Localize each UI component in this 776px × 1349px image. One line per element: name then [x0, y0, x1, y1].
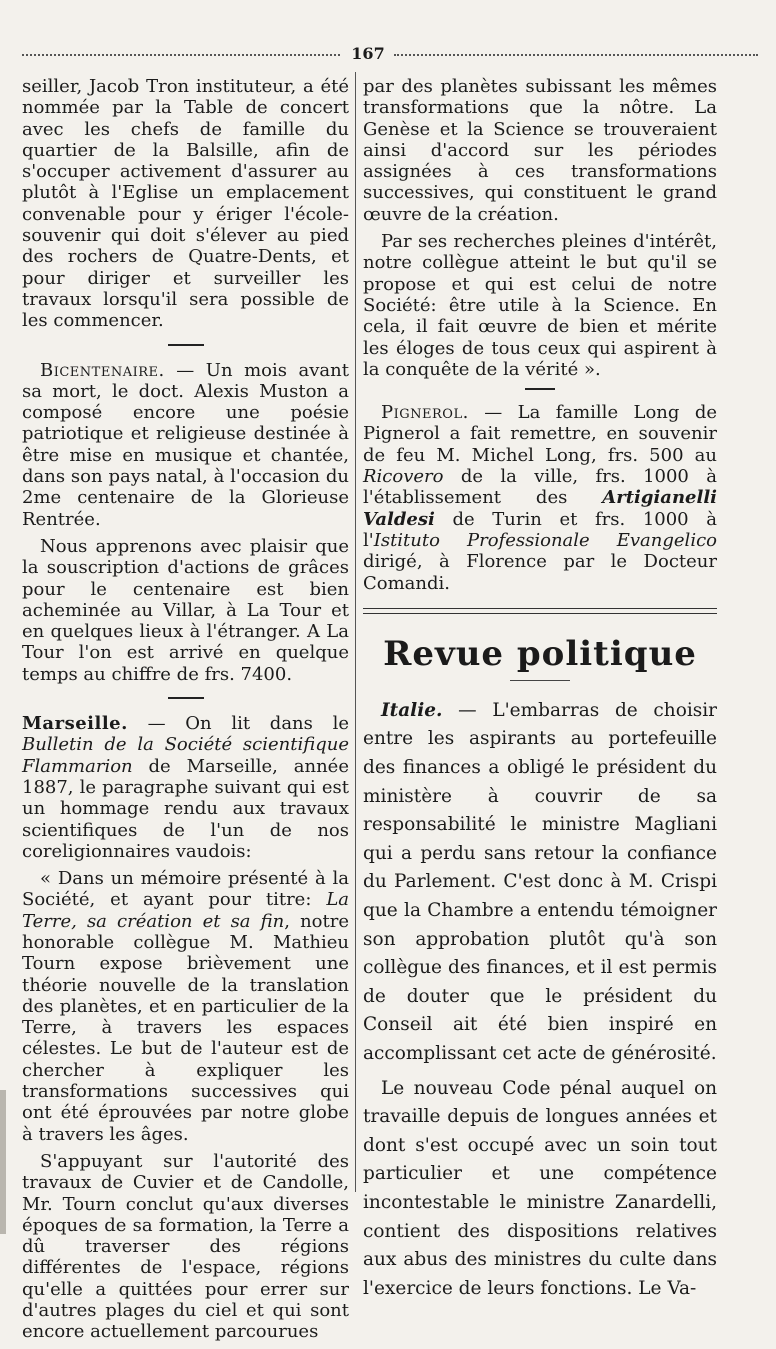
paragraph-balsille: seiller, Jacob Tron instituteur, a été nommée par la Table de concert avec les chefs de famille du quartier de la Balsille, afin de s'occuper activement d'assurer au plutôt à l'Eglise un emplacement convenable pour y ériger l'école-souvenir qui doit s'élever au pied des rochers de Quatre-Dents, et pour diriger et surveiller les travaux lorsqu'il sera possible de les commencer.: [22, 76, 349, 332]
bulletin-title: Bulletin de la Société scientifique Flammarion: [22, 734, 349, 777]
paragraph-marseille: [22, 713, 349, 862]
istituto: Istituto Professionale Evangelico: [373, 529, 717, 551]
paragraph-appuyant: S'appuyant sur l'autorité des travaux de Cuvier et de Candolle, Mr. Tourn conclut qu'aux diverses époques de sa formation, la Terre a dû traverser des régions différentes de l'espace, régions qu'elle a quittées pour errer sur d'autres plages du ciel et qui sont encore actuellement parcourues: [22, 1150, 349, 1343]
paragraph-quote: [22, 868, 349, 1145]
header-rule-left: [22, 54, 340, 56]
paragraph-code-penal: Le nouveau Code pénal auquel on travaille depuis de longues années et dont s'est occupé avec un soin tout particulier et une compétence incontestable le ministre Zanardelli, contient des dispositions relatives aux abus des ministres du culte dans l'exercice de leurs fonctions. Le Va-: [363, 1077, 717, 1299]
paragraph-planetes: par des planètes subissant les mêmes transformations que la nôtre. La Genèse et la Science se trouveraient ainsi d'accord sur les périodes assignées à ces transformations successives, qui constituent le grand œuvre de la création.: [363, 76, 717, 225]
text-italie: — L'embarras de choisir entre les aspirants au portefeuille des finances a obligé le président du ministère à couvrir de sa responsabilité le ministre Magliani qui a perdu sans retour la confiance du Parlement. C'est donc à M. Crispi que la Chambre a entendu témoigner son approbation plutôt qu'à son collègue des finances, et il est permis de douter que le président du Conseil ait été bien inspiré en accomplissant cet acte de générosité.: [363, 699, 717, 1064]
text-pignerol-c: de Turin et frs. 1000 à l': [363, 508, 717, 551]
heading-pignerol: Pignerol.: [381, 402, 469, 424]
paragraph-bicentenaire: [22, 360, 349, 530]
paragraph-recherches: Par ses recherches pleines d'intérêt, notre collègue atteint le but qu'il se propose et qui est celui de notre Société: être utile à la Science. En cela, il fait œuvre de bien et mérite les éloges de tous ceux qui aspirent à la conquête de la vérité ».: [363, 231, 717, 380]
separator: [525, 388, 555, 390]
memoire-title: La Terre, sa création et sa fin: [22, 889, 349, 932]
ricovero: Ricovero: [363, 466, 444, 488]
separator: [168, 697, 204, 699]
right-column: [363, 76, 717, 1309]
separator: [168, 344, 204, 346]
politique-body: [363, 697, 717, 1303]
page-number: 167: [351, 44, 385, 63]
text-marseille-a: — On lit dans le: [127, 713, 349, 735]
paragraph-italie: [363, 697, 717, 1069]
paragraph-pignerol: [363, 402, 717, 594]
heading-bicentenaire: Bicentenaire.: [40, 359, 165, 381]
left-column: [22, 76, 349, 1349]
heading-italie: Italie.: [381, 699, 443, 721]
text-pignerol-b: de la ville, frs. 1000 à l'établissement des: [363, 466, 717, 509]
text-pignerol-d: dirigé, à Florence par le Docteur Comandi.: [363, 551, 717, 594]
section-title: Revue politique: [383, 633, 697, 674]
page-header: [22, 44, 758, 62]
text-quote-b: , notre honorable collègue M. Mathieu Tourn expose brièvement une théorie nouvelle de la translation des planètes, et en particulier de la Terre, à travers les espaces célestes. Le but de l'auteur est de chercher à expliquer les transformations successives qui ont été éprouvées par notre globe à travers les âges.: [22, 910, 349, 1145]
title-rule: [510, 680, 570, 681]
text-bicentenaire: — Un mois avant sa mort, le doct. Alexis Muston a composé encore une poésie patriotique et religieuse destinée à être mise en musique et chantée, dans son pays natal, à l'occasion du 2me centenaire de la Glorieuse Rentrée.: [22, 359, 349, 530]
heading-marseille: Marseille.: [22, 713, 128, 735]
text-pignerol-a: — La famille Long de Pignerol a fait remettre, en souvenir de feu M. Michel Long, frs. 500 au: [363, 402, 717, 466]
header-rule-right: [394, 54, 758, 56]
artigianelli: Artigianelli Valdesi: [363, 487, 717, 530]
paragraph-souscription: Nous apprenons avec plaisir que la souscription d'actions de grâces pour le centenaire est bien acheminée au Villar, à La Tour et en quelques lieux à l'étranger. A La Tour l'on est arrivé en quelque temps au chiffre de frs. 7400.: [22, 535, 349, 685]
text-quote-a: « Dans un mémoire présenté à la Société, et ayant pour titre:: [22, 868, 349, 911]
column-divider: [355, 72, 356, 1192]
section-rule: [363, 608, 717, 614]
page-edge-shadow: [0, 1090, 6, 1234]
text-marseille-b: de Marseille, année 1887, le paragraphe suivant qui est un hommage rendu aux travaux scientifiques de l'un de nos coreligionnaires vaudois:: [22, 755, 349, 862]
